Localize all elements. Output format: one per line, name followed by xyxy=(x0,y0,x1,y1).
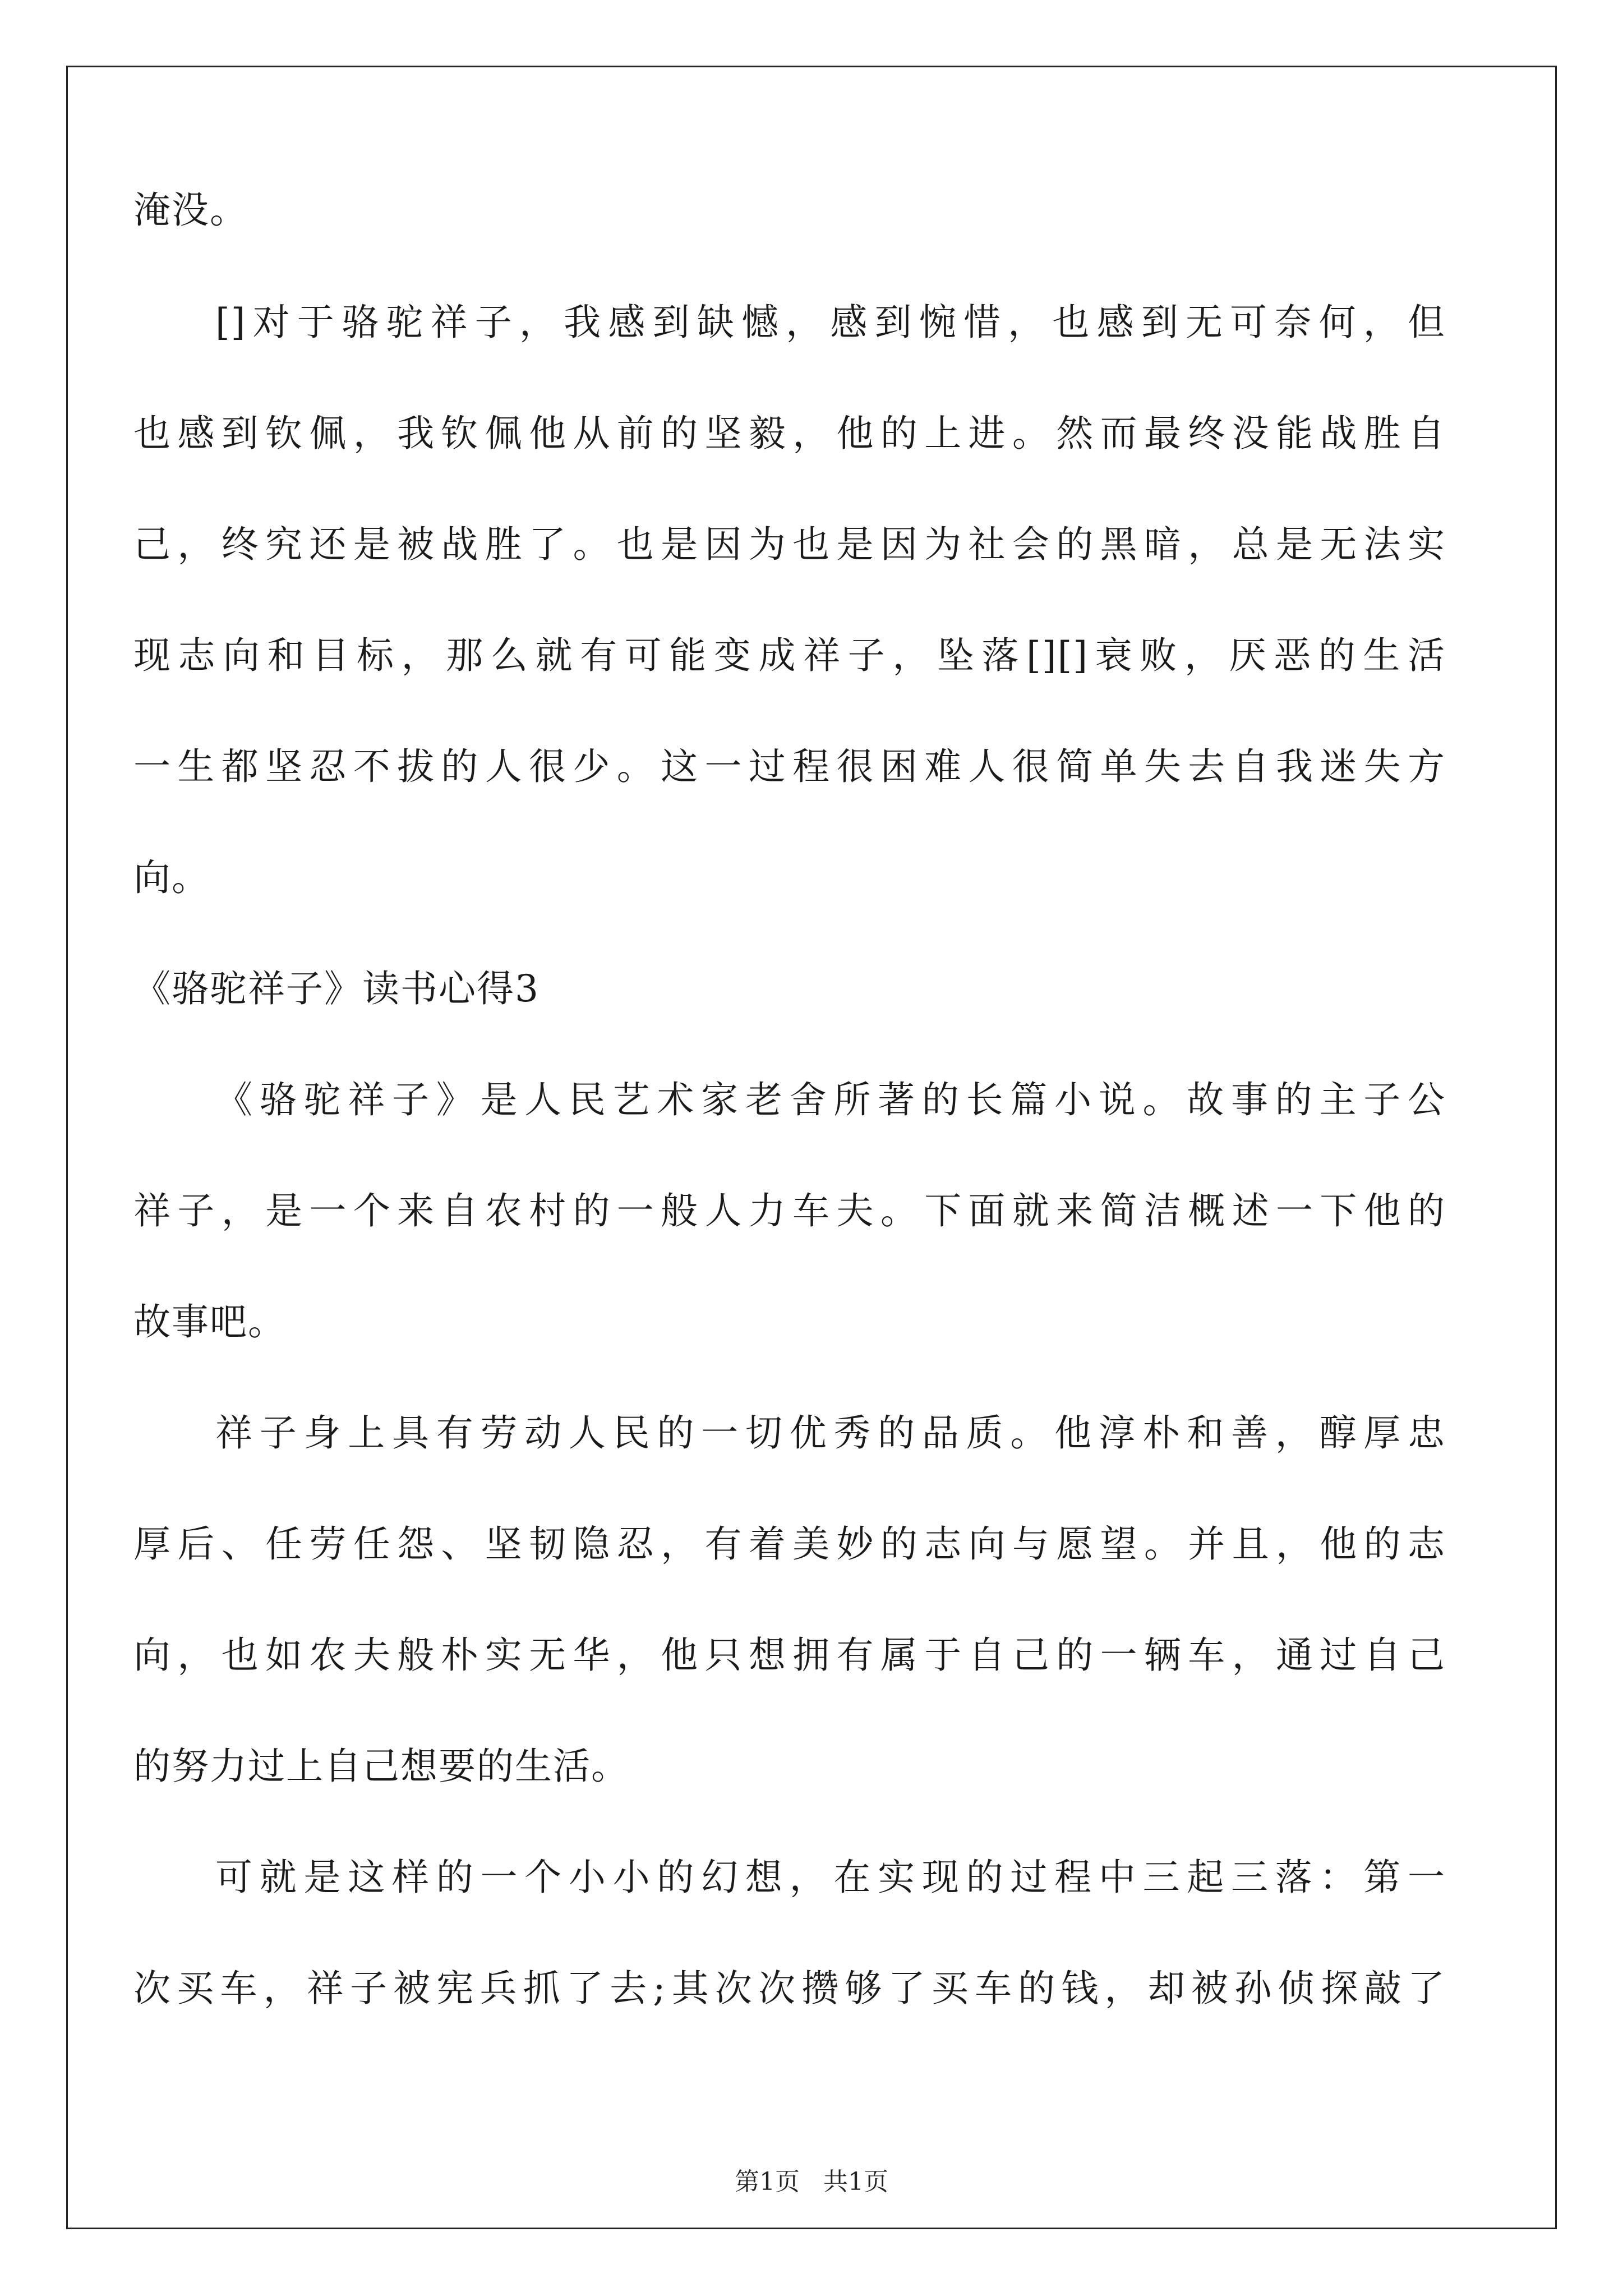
text-line: 向。 xyxy=(133,856,210,899)
text-line: 的努力过上自己想要的生活。 xyxy=(133,1745,629,1788)
text-line: 现志向和目标，那么就有可能变成祥子，坠落[][]衰败，厌恶的生活 xyxy=(133,634,1446,677)
text-line: 祥子，是一个来自农村的一般人力车夫。下面就来简洁概述一下他的 xyxy=(133,1189,1446,1232)
section-heading: 《骆驼祥子》读书心得3 xyxy=(133,967,540,1010)
text-line: 可就是这样的一个小小的幻想，在实现的过程中三起三落：第一 xyxy=(215,1856,1446,1899)
text-line: 祥子身上具有劳动人民的一切优秀的品质。他淳朴和善，醇厚忠 xyxy=(215,1411,1446,1455)
text-line: 己，终究还是被战胜了。也是因为也是因为社会的黑暗，总是无法实 xyxy=(133,523,1446,566)
text-line: 一生都坚忍不拔的人很少。这一过程很困难人很简单失去自我迷失方 xyxy=(133,745,1446,788)
text-line: 也感到钦佩，我钦佩他从前的坚毅，他的上进。然而最终没能战胜自 xyxy=(133,412,1446,455)
page-border xyxy=(66,66,1557,2229)
text-line: 故事吧。 xyxy=(133,1300,286,1343)
text-line: 次买车，祥子被宪兵抓了去;其次次攒够了买车的钱，却被孙侦探敲了 xyxy=(133,1967,1446,2010)
text-line: 《骆驼祥子》是人民艺术家老舍所著的长篇小说。故事的主子公 xyxy=(215,1078,1446,1121)
text-line: []对于骆驼祥子，我感到缺憾，感到惋惜，也感到无可奈何，但 xyxy=(215,301,1446,344)
text-line: 向，也如农夫般朴实无华，他只想拥有属于自己的一辆车，通过自己 xyxy=(133,1634,1446,1677)
text-line: 厚后、任劳任怨、坚韧隐忍，有着美妙的志向与愿望。并且，他的志 xyxy=(133,1522,1446,1566)
text-line: 淹没。 xyxy=(133,188,248,232)
page-footer: 第1页 共1页 xyxy=(735,2168,888,2196)
